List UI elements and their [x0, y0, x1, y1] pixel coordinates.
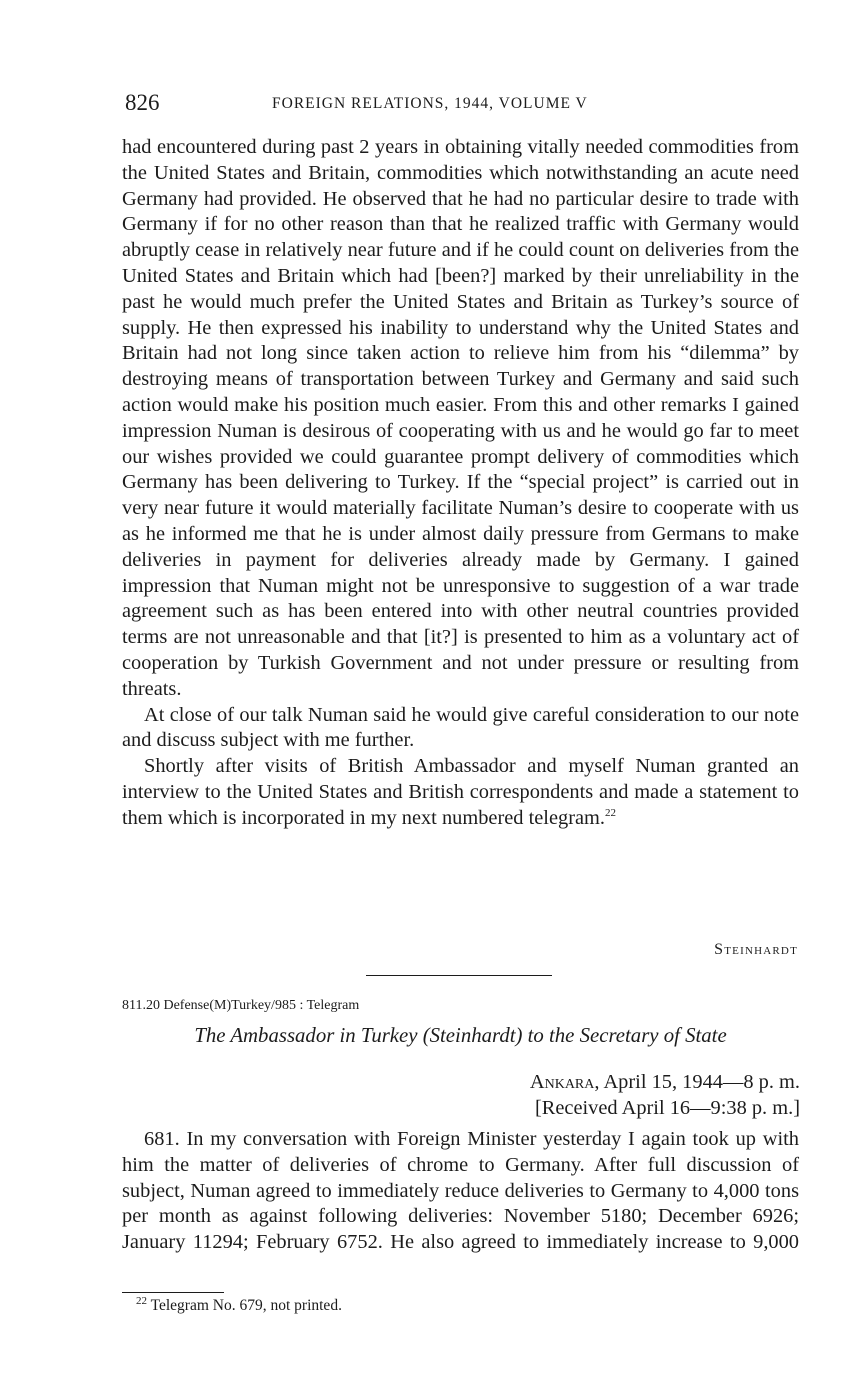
letter-2-body [122, 1127, 799, 1256]
dateline [530, 1071, 800, 1094]
page-number: 826 [125, 90, 160, 115]
section-divider [366, 975, 552, 976]
footnote-marker: 22 [136, 1294, 147, 1307]
body-paragraph [122, 754, 799, 831]
body-paragraph: At close of our talk Numan said he would give careful consideration to our note and discuss subject with me further. [122, 703, 799, 752]
signature-name: Steinhardt [714, 941, 798, 958]
footnote [136, 1294, 342, 1315]
body-paragraph: had encountered during past 2 years in obtaining vitally needed commodities from the United States and Britain, commodities which notwithstanding an acute need Germany had provided. He observed that he had no particular desire to trade with Germany if for no other reason than that he realized traffic with Germany would abruptly cease in relatively near future and if he could count on deliveries from the United States and Britain which had [been?] marked by their unreliability in the past he would much prefer the United States and Britain as Turkey’s source of supply. He then expressed his inability to understand why the United States and Britain had not long since taken action to relieve him from his “dilemma” by destroying means of transportation between Turkey and Germany and said such action would make his position much easier. From this and other remarks I gained impression Numan is desirous of cooperating with us and he would go far to meet our wishes provided we could guarantee prompt delivery of commodities which Germany has been delivering to Turkey. If the “special project” is carried out in very near future it would materially facilitate Numan’s desire to cooperate with us as he informed me that he is under almost daily pressure from Germans to make deliveries in payment for deliveries already made by Germany. I gained impression that Numan might not be unresponsive to suggestion of a war trade agreement such as has been entered into with other neutral countries provided terms are not unreasonable and that [it?] is presented to him as a voluntary act of cooperation by Turkish Government and not under pressure or resulting from threats. [122, 136, 799, 700]
dateline-place: Ankara [529, 1071, 595, 1093]
footnote-divider [122, 1292, 224, 1293]
dateline-date: , April 15, 1944—8 p. m. [594, 1071, 800, 1093]
paragraph-text: Shortly after visits of British Ambassador and myself Numan granted an interview to the United States and British correspondents and made a statement to them which is incorporated in my next numbered telegram. [122, 755, 799, 829]
file-reference: 811.20 Defense(M)Turkey/985 : Telegram [122, 998, 360, 1013]
signature [714, 941, 798, 959]
received-line: [Received April 16—9:38 p. m.] [534, 1097, 800, 1119]
document-title: The Ambassador in Turkey (Steinhardt) to the Secretary of State [194, 1024, 727, 1047]
body-paragraph: 681. In my conversation with Foreign Minister yesterday I again took up with him the matter of deliveries of chrome to Germany. After full discussion of subject, Numan agreed to immediately reduce deliveries to Germany to 4,000 tons per month as against following deliveries: November 5180; December 6926; January 11294; February 6752. He also agreed to immediately increase to 9,000 [122, 1128, 799, 1254]
page-header [125, 90, 800, 120]
running-head: FOREIGN RELATIONS, 1944, VOLUME V [272, 95, 588, 112]
footnote-text: Telegram No. 679, not printed. [150, 1297, 342, 1314]
footnote-reference[interactable]: 22 [605, 806, 617, 819]
letter-1-body [122, 135, 799, 832]
